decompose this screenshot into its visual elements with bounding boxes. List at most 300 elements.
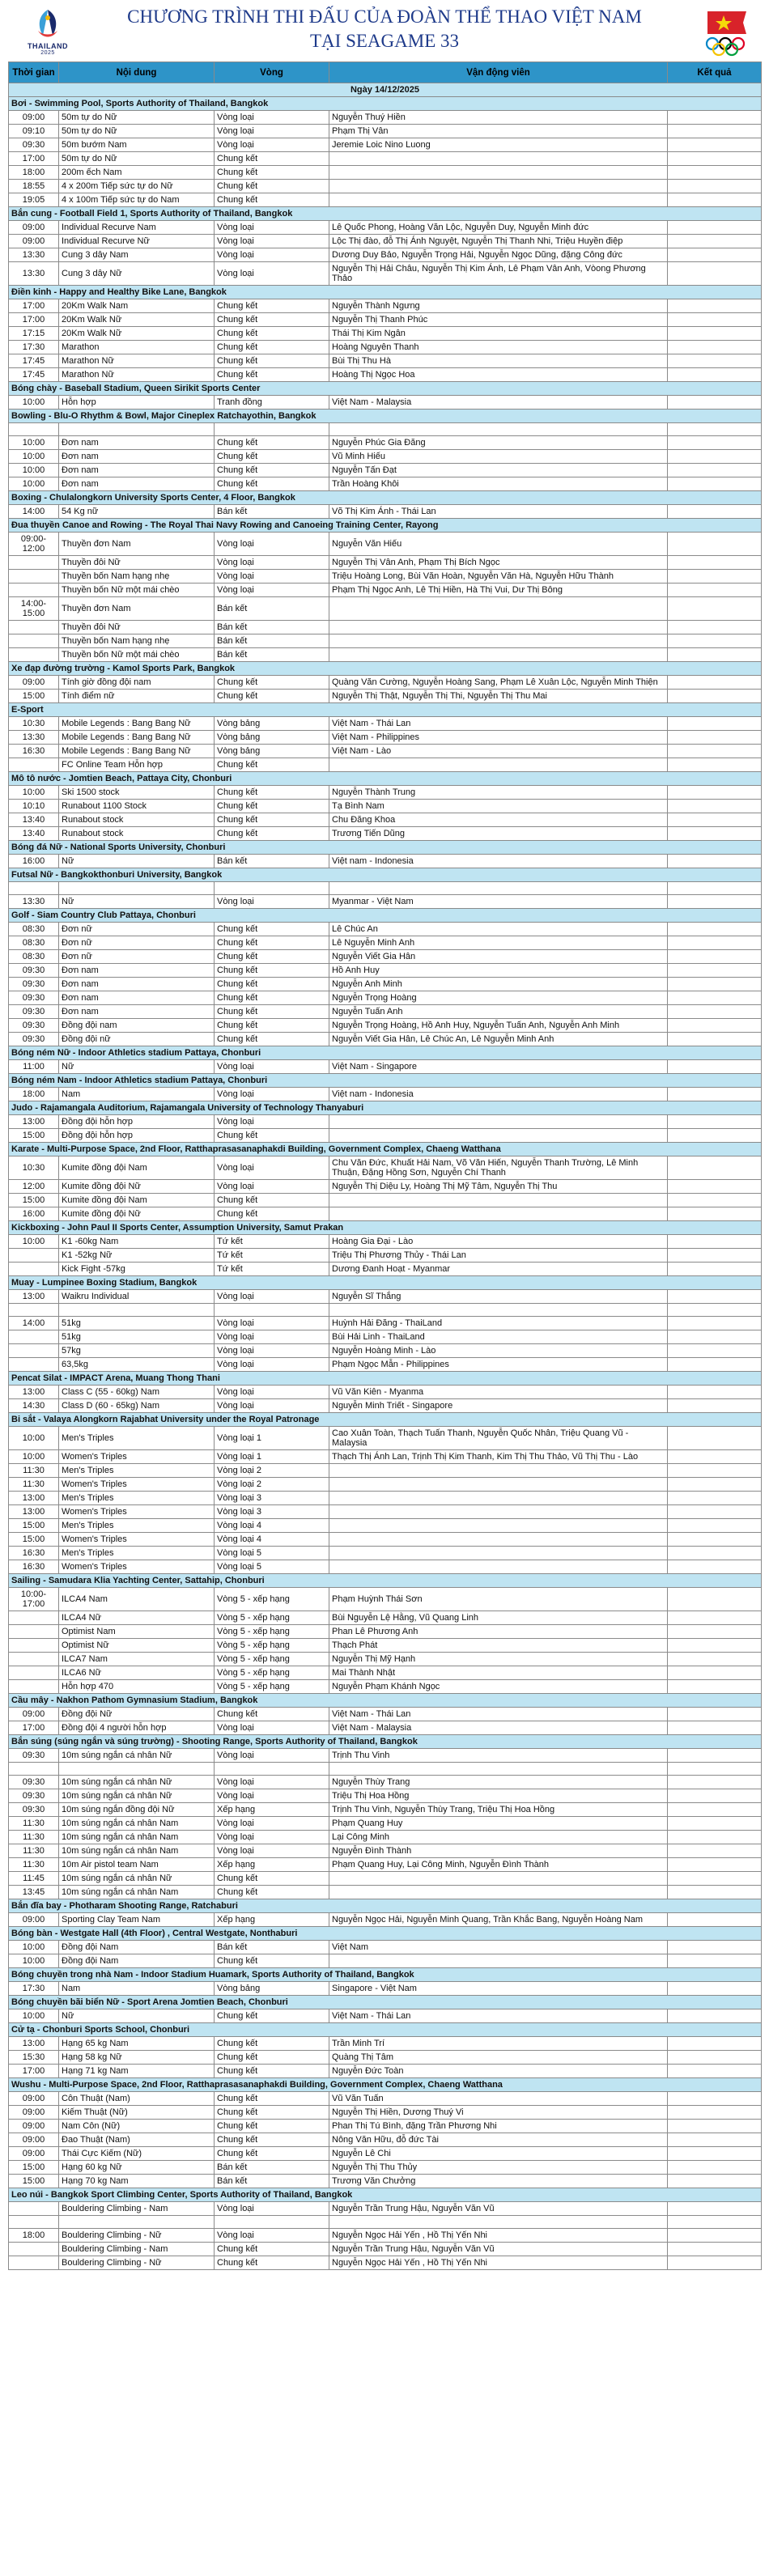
cell-content: 10m súng ngắn cá nhân Nữ (59, 1749, 215, 1763)
table-row (9, 1749, 762, 1763)
title-line-1: CHƯƠNG TRÌNH THI ĐẤU CỦA ĐOÀN THỂ THAO VIỆT NAM (127, 6, 642, 27)
cell-result (668, 855, 762, 868)
table-row (9, 2256, 762, 2270)
table-row (9, 2009, 762, 2023)
cell-round: Chung kết (215, 1207, 329, 1221)
cell-round: Chung kết (215, 2120, 329, 2133)
cell-result (668, 1386, 762, 1399)
cell-round: Chung kết (215, 477, 329, 491)
table-row (9, 1913, 762, 1927)
cell-time: 19:05 (9, 193, 59, 207)
cell-result (668, 2037, 762, 2051)
cell-time: 10:30 (9, 1156, 59, 1180)
cell-content: Individual Recurve Nữ (59, 235, 215, 248)
sport-section-header (9, 1276, 762, 1290)
table-row (9, 758, 762, 772)
cell-content: Nữ (59, 1060, 215, 1074)
table-row (9, 936, 762, 950)
cell-content: Class C (55 - 60kg) Nam (59, 1386, 215, 1399)
logo-text: THAILAND (28, 42, 68, 50)
cell-content: Thái Cực Kiếm (Nữ) (59, 2147, 215, 2161)
cell-round: Xếp hạng (215, 1803, 329, 1817)
cell-result (668, 676, 762, 690)
table-row (9, 533, 762, 556)
cell-content: 10m súng ngắn cá nhân Nữ (59, 1872, 215, 1886)
cell-content: Đồng đội hỗn hợp (59, 1115, 215, 1129)
cell-round: Vòng loại 5 (215, 1560, 329, 1574)
cell-round: Vòng loại (215, 1088, 329, 1101)
cell-time: 09:30 (9, 1019, 59, 1033)
cell-time: 17:00 (9, 2065, 59, 2078)
cell-result (668, 1194, 762, 1207)
cell-content: Nữ (59, 895, 215, 909)
cell-round: Bán kết (215, 1941, 329, 1954)
sport-section-header (9, 1899, 762, 1913)
cell-round: Vòng loại (215, 895, 329, 909)
cell-content: Nam (59, 1982, 215, 1996)
cell-result (668, 1115, 762, 1129)
cell-round: Vòng loại (215, 262, 329, 286)
cell-round: Chung kết (215, 299, 329, 313)
cell-athletes: Trần Hoàng Khôi (329, 477, 668, 491)
cell-time: 09:00 (9, 111, 59, 125)
cell-athletes (329, 648, 668, 662)
cell-content: Women's Triples (59, 1533, 215, 1547)
cell-athletes (329, 1478, 668, 1492)
cell-time (9, 634, 59, 648)
cell-time: 10:00 (9, 1235, 59, 1249)
table-row (9, 855, 762, 868)
table-row (9, 125, 762, 138)
cell-result (668, 464, 762, 477)
cell-round: Vòng loại 2 (215, 1464, 329, 1478)
cell-athletes: Việt Nam - Malaysia (329, 396, 668, 410)
cell-result (668, 1263, 762, 1276)
cell-time (9, 1625, 59, 1639)
cell-time: 09:30 (9, 991, 59, 1005)
cell-athletes: Trương Tiến Dũng (329, 827, 668, 841)
cell-result (668, 1749, 762, 1763)
cell-round: Chung kết (215, 327, 329, 341)
cell-content: Mobile Legends : Bang Bang Nữ (59, 745, 215, 758)
cell-result (668, 1708, 762, 1721)
cell-content: Hạng 70 kg Nam (59, 2175, 215, 2188)
cell-result (668, 1464, 762, 1478)
cell-result (668, 180, 762, 193)
table-row (9, 1886, 762, 1899)
cell-time: 13:45 (9, 1886, 59, 1899)
cell-time: 09:30 (9, 1789, 59, 1803)
cell-result (668, 505, 762, 519)
table-row (9, 1625, 762, 1639)
table-row (9, 1450, 762, 1464)
cell-time: 10:00 (9, 2009, 59, 2023)
cell-time (9, 584, 59, 597)
cell-athletes: Tạ Bình Nam (329, 800, 668, 813)
cell-round: Bán kết (215, 648, 329, 662)
cell-content: Men's Triples (59, 1547, 215, 1560)
table-row (9, 1680, 762, 1694)
cell-content (59, 1304, 215, 1317)
cell-content: Đơn nam (59, 464, 215, 477)
cell-time (9, 1763, 59, 1776)
table-row (9, 1789, 762, 1803)
cell-athletes (329, 758, 668, 772)
cell-time: 14:30 (9, 1399, 59, 1413)
cell-content: Đơn nam (59, 991, 215, 1005)
cell-round: Chung kết (215, 786, 329, 800)
cell-athletes: Cao Xuân Toàn, Thạch Tuấn Thanh, Nguyễn Quốc Nhân, Triệu Quang Vũ - Malaysia (329, 1427, 668, 1450)
cell-round: Chung kết (215, 341, 329, 354)
cell-result (668, 570, 762, 584)
cell-athletes (329, 166, 668, 180)
cell-round: Chung kết (215, 2256, 329, 2270)
table-row (9, 731, 762, 745)
cell-result (668, 621, 762, 634)
cell-round: Vòng loại (215, 1399, 329, 1413)
table-row (9, 111, 762, 125)
table-row (9, 180, 762, 193)
cell-athletes: Lộc Thị đào, đỗ Thị Ánh Nguyệt, Nguyễn Thị Thanh Nhi, Triệu Huyền điệp (329, 235, 668, 248)
table-row (9, 464, 762, 477)
cell-content: Nữ (59, 855, 215, 868)
cell-round: Chung kết (215, 800, 329, 813)
cell-athletes (329, 1464, 668, 1478)
cell-time: 16:30 (9, 745, 59, 758)
cell-time: 13:30 (9, 731, 59, 745)
sport-section-header (9, 2023, 762, 2037)
table-row (9, 1844, 762, 1858)
cell-athletes: Hoàng Gia Đại - Lào (329, 1235, 668, 1249)
cell-content: 50m tự do Nữ (59, 152, 215, 166)
cell-time: 09:30 (9, 1803, 59, 1817)
cell-athletes: Nguyễn Thùy Trang (329, 1776, 668, 1789)
cell-time (9, 1330, 59, 1344)
cell-round: Tranh đồng (215, 396, 329, 410)
cell-time: 09:30 (9, 138, 59, 152)
cell-content: Women's Triples (59, 1478, 215, 1492)
seagames-logo (16, 6, 79, 58)
cell-content: Mobile Legends : Bang Bang Nữ (59, 731, 215, 745)
cell-content: Đơn nam (59, 1005, 215, 1019)
cell-content: ILCA4 Nam (59, 1588, 215, 1611)
cell-athletes: Nguyễn Ngọc Hải Yến , Hồ Thị Yến Nhi (329, 2256, 668, 2270)
cell-content (59, 882, 215, 895)
cell-content: 51kg (59, 1317, 215, 1330)
cell-result (668, 991, 762, 1005)
cell-time: 08:30 (9, 950, 59, 964)
cell-result (668, 1653, 762, 1666)
cell-athletes: Dương Duy Bảo, Nguyễn Trọng Hải, Nguyễn Ngọc Dũng, đặng Công đức (329, 248, 668, 262)
cell-athletes: Nguyễn Viết Gia Hân (329, 950, 668, 964)
cell-content: Đơn nam (59, 450, 215, 464)
cell-round: Vòng 5 - xếp hạng (215, 1625, 329, 1639)
cell-content: Bouldering Climbing - Nam (59, 2243, 215, 2256)
cell-round: Chung kết (215, 2243, 329, 2256)
table-row (9, 327, 762, 341)
cell-round: Vòng bảng (215, 731, 329, 745)
cell-content: Thuyền đơn Nam (59, 533, 215, 556)
cell-athletes (329, 597, 668, 621)
sport-section-header (9, 1413, 762, 1427)
cell-round: Chung kết (215, 2147, 329, 2161)
cell-content: Thuyền bốn Nữ một mái chèo (59, 648, 215, 662)
cell-time: 13:00 (9, 2037, 59, 2051)
cell-result (668, 1831, 762, 1844)
cell-result (668, 1982, 762, 1996)
cell-result (668, 1180, 762, 1194)
cell-time (9, 1611, 59, 1625)
cell-result (668, 327, 762, 341)
table-row (9, 235, 762, 248)
sport-section-title: Bóng bàn - Westgate Hall (4th Floor) , Central Westgate, Nonthaburi (9, 1927, 762, 1941)
table-row (9, 1427, 762, 1450)
cell-result (668, 1817, 762, 1831)
cell-round: Chung kết (215, 193, 329, 207)
table-row (9, 1005, 762, 1019)
sport-section-title: Bơi - Swimming Pool, Sports Authority of Thailand, Bangkok (9, 97, 762, 111)
cell-round: Chung kết (215, 450, 329, 464)
sport-section-title: Golf - Siam Country Club Pattaya, Chonburi (9, 909, 762, 923)
cell-time: 08:30 (9, 923, 59, 936)
cell-content: Women's Triples (59, 1560, 215, 1574)
cell-athletes: Nguyễn Thành Ngưng (329, 299, 668, 313)
col-header-athletes: Vận động viên (329, 62, 668, 83)
cell-time: 09:00-12:00 (9, 533, 59, 556)
cell-round: Vòng loại (215, 1721, 329, 1735)
cell-round: Vòng loại (215, 556, 329, 570)
cell-content: Đơn nam (59, 436, 215, 450)
sport-section-header (9, 1735, 762, 1749)
cell-content: Đồng đội nam (59, 1019, 215, 1033)
cell-result (668, 111, 762, 125)
cell-athletes: Dương Đanh Hoạt - Myanmar (329, 1263, 668, 1276)
cell-round: Vòng loại (215, 125, 329, 138)
cell-round: Chung kết (215, 676, 329, 690)
sport-section-title: Bắn cung - Football Field 1, Sports Authority of Thailand, Bangkok (9, 207, 762, 221)
table-row (9, 1344, 762, 1358)
cell-time: 15:00 (9, 1519, 59, 1533)
cell-content: Kumite đồng đội Nữ (59, 1207, 215, 1221)
cell-athletes: Phạm Thị Ngọc Anh, Lê Thị Hiền, Hà Thị Vui, Dư Thị Bông (329, 584, 668, 597)
cell-result (668, 584, 762, 597)
cell-result (668, 882, 762, 895)
table-row (9, 1358, 762, 1372)
cell-result (668, 396, 762, 410)
cell-content: Ski 1500 stock (59, 786, 215, 800)
cell-round: Vòng loại (215, 1386, 329, 1399)
cell-time: 17:00 (9, 152, 59, 166)
cell-time: 18:00 (9, 2229, 59, 2243)
cell-athletes: Mai Thành Nhật (329, 1666, 668, 1680)
cell-athletes: Nguyễn Thị Thanh Phúc (329, 313, 668, 327)
cell-content: Tính giờ đồng đội nam (59, 676, 215, 690)
sport-section-header (9, 1143, 762, 1156)
cell-athletes: Việt Nam - Malaysia (329, 1721, 668, 1735)
cell-athletes: Việt nam - Indonesia (329, 1088, 668, 1101)
sport-section-title: Futsal Nữ - Bangkokthonburi University, Bangkok (9, 868, 762, 882)
table-row (9, 1954, 762, 1968)
cell-round: Vòng loại (215, 221, 329, 235)
cell-round: Chung kết (215, 2009, 329, 2023)
cell-result (668, 717, 762, 731)
cell-time: 16:30 (9, 1560, 59, 1574)
cell-content: Hỗn hợp (59, 396, 215, 410)
cell-time: 09:00 (9, 1708, 59, 1721)
cell-round: Chung kết (215, 436, 329, 450)
cell-content: 10m súng ngắn cá nhân Nữ (59, 1789, 215, 1803)
cell-content: Men's Triples (59, 1519, 215, 1533)
table-row (9, 477, 762, 491)
cell-result (668, 2229, 762, 2243)
cell-content: Bouldering Climbing - Nam (59, 2202, 215, 2216)
cell-content: K1 -52kg Nữ (59, 1249, 215, 1263)
cell-athletes: Nguyễn Viết Gia Hân, Lê Chúc An, Lê Nguyễn Minh Anh (329, 1033, 668, 1046)
table-row (9, 621, 762, 634)
cell-time: 15:00 (9, 2161, 59, 2175)
cell-content: Individual Recurve Nam (59, 221, 215, 235)
table-row (9, 1019, 762, 1033)
table-row (9, 2216, 762, 2229)
cell-time (9, 1263, 59, 1276)
cell-time: 12:00 (9, 1180, 59, 1194)
cell-round: Vòng loại (215, 1844, 329, 1858)
cell-athletes (329, 1304, 668, 1317)
cell-result (668, 2147, 762, 2161)
cell-content: Bouldering Climbing - Nữ (59, 2256, 215, 2270)
cell-athletes: Nguyễn Trần Trung Hậu, Nguyễn Văn Vũ (329, 2243, 668, 2256)
cell-time: 17:00 (9, 299, 59, 313)
cell-round: Vòng loại 4 (215, 1533, 329, 1547)
table-row (9, 1156, 762, 1180)
cell-athletes: Nguyễn Văn Hiếu (329, 533, 668, 556)
cell-content: Mobile Legends : Bang Bang Nữ (59, 717, 215, 731)
cell-round: Bán kết (215, 597, 329, 621)
cell-content: Optimist Nam (59, 1625, 215, 1639)
cell-result (668, 450, 762, 464)
cell-content: Men's Triples (59, 1427, 215, 1450)
seagames-emblem-icon (28, 6, 67, 42)
cell-time: 13:00 (9, 1505, 59, 1519)
cell-content: Marathon Nữ (59, 354, 215, 368)
cell-result (668, 2256, 762, 2270)
cell-content: Men's Triples (59, 1492, 215, 1505)
cell-round: Vòng 5 - xếp hạng (215, 1611, 329, 1625)
cell-content: Đồng đội 4 người hỗn hợp (59, 1721, 215, 1735)
cell-round: Chung kết (215, 354, 329, 368)
cell-athletes: Hoàng Thị Ngọc Hoa (329, 368, 668, 382)
table-row (9, 1207, 762, 1221)
cell-result (668, 786, 762, 800)
cell-result (668, 950, 762, 964)
table-row (9, 2037, 762, 2051)
cell-result (668, 2051, 762, 2065)
cell-content: Thuyền bốn Nam hạng nhẹ (59, 634, 215, 648)
cell-athletes (329, 1519, 668, 1533)
cell-result (668, 648, 762, 662)
cell-athletes: Quàng Thị Tâm (329, 2051, 668, 2065)
table-row (9, 2120, 762, 2133)
cell-round: Tứ kết (215, 1249, 329, 1263)
col-header-time: Thời gian (9, 62, 59, 83)
cell-result (668, 1588, 762, 1611)
cell-result (668, 1505, 762, 1519)
cell-content: 10m súng ngắn cá nhân Nam (59, 1844, 215, 1858)
cell-round: Chung kết (215, 2051, 329, 2065)
sport-section-title: Kickboxing - John Paul II Sports Center, Assumption University, Samut Prakan (9, 1221, 762, 1235)
cell-result (668, 1789, 762, 1803)
sport-section-title: Bóng chày - Baseball Stadium, Queen Sirikit Sports Center (9, 382, 762, 396)
cell-round: Vòng loại (215, 533, 329, 556)
table-row (9, 634, 762, 648)
sport-section-header (9, 1996, 762, 2009)
cell-athletes (329, 2216, 668, 2229)
schedule-body (9, 83, 762, 2270)
table-row (9, 1666, 762, 1680)
table-row (9, 964, 762, 978)
sport-section-header (9, 1074, 762, 1088)
cell-athletes: Hồ Anh Huy (329, 964, 668, 978)
cell-athletes: Nguyễn Thuý Hiền (329, 111, 668, 125)
cell-result (668, 827, 762, 841)
cell-time: 17:45 (9, 368, 59, 382)
cell-round: Vòng loại (215, 1115, 329, 1129)
table-row (9, 717, 762, 731)
cell-result (668, 193, 762, 207)
cell-content: ILCA7 Nam (59, 1653, 215, 1666)
cell-round: Vòng loại 2 (215, 1478, 329, 1492)
cell-athletes: Võ Thị Kim Ánh - Thái Lan (329, 505, 668, 519)
table-row (9, 2065, 762, 2078)
cell-round: Vòng loại (215, 235, 329, 248)
cell-athletes: Nông Văn Hữu, đỗ đức Tài (329, 2133, 668, 2147)
cell-time (9, 621, 59, 634)
cell-result (668, 1156, 762, 1180)
table-row (9, 396, 762, 410)
cell-content: Nam (59, 1088, 215, 1101)
cell-athletes: Thạch Phát (329, 1639, 668, 1653)
table-row (9, 584, 762, 597)
cell-time: 13:40 (9, 827, 59, 841)
cell-round: Chung kết (215, 2133, 329, 2147)
table-row (9, 450, 762, 464)
cell-result (668, 1344, 762, 1358)
cell-athletes: Nguyễn Thị Diệu Ly, Hoàng Thị Mỹ Tâm, Nguyễn Thị Thu (329, 1180, 668, 1194)
cell-result (668, 1492, 762, 1505)
cell-content: 20Km Walk Nữ (59, 327, 215, 341)
cell-result (668, 1207, 762, 1221)
sport-section-title: Đua thuyền Canoe and Rowing - The Royal Thai Navy Rowing and Canoeing Training Center, Rayong (9, 519, 762, 533)
cell-athletes (329, 621, 668, 634)
cell-round: Chung kết (215, 1033, 329, 1046)
table-row (9, 138, 762, 152)
cell-time: 10:10 (9, 800, 59, 813)
cell-result (668, 166, 762, 180)
cell-round: Chung kết (215, 1129, 329, 1143)
cell-result (668, 1317, 762, 1330)
table-header-row (9, 62, 762, 83)
table-row (9, 1330, 762, 1344)
cell-round: Chung kết (215, 991, 329, 1005)
table-row (9, 1560, 762, 1574)
sport-section-title: E-Sport (9, 703, 762, 717)
cell-result (668, 1005, 762, 1019)
cell-round: Chung kết (215, 690, 329, 703)
table-row (9, 1721, 762, 1735)
cell-result (668, 299, 762, 313)
cell-athletes: Triệu Hoàng Long, Bùi Văn Hoàn, Nguyễn Văn Hà, Nguyễn Hữu Thành (329, 570, 668, 584)
cell-content: Đơn nam (59, 978, 215, 991)
